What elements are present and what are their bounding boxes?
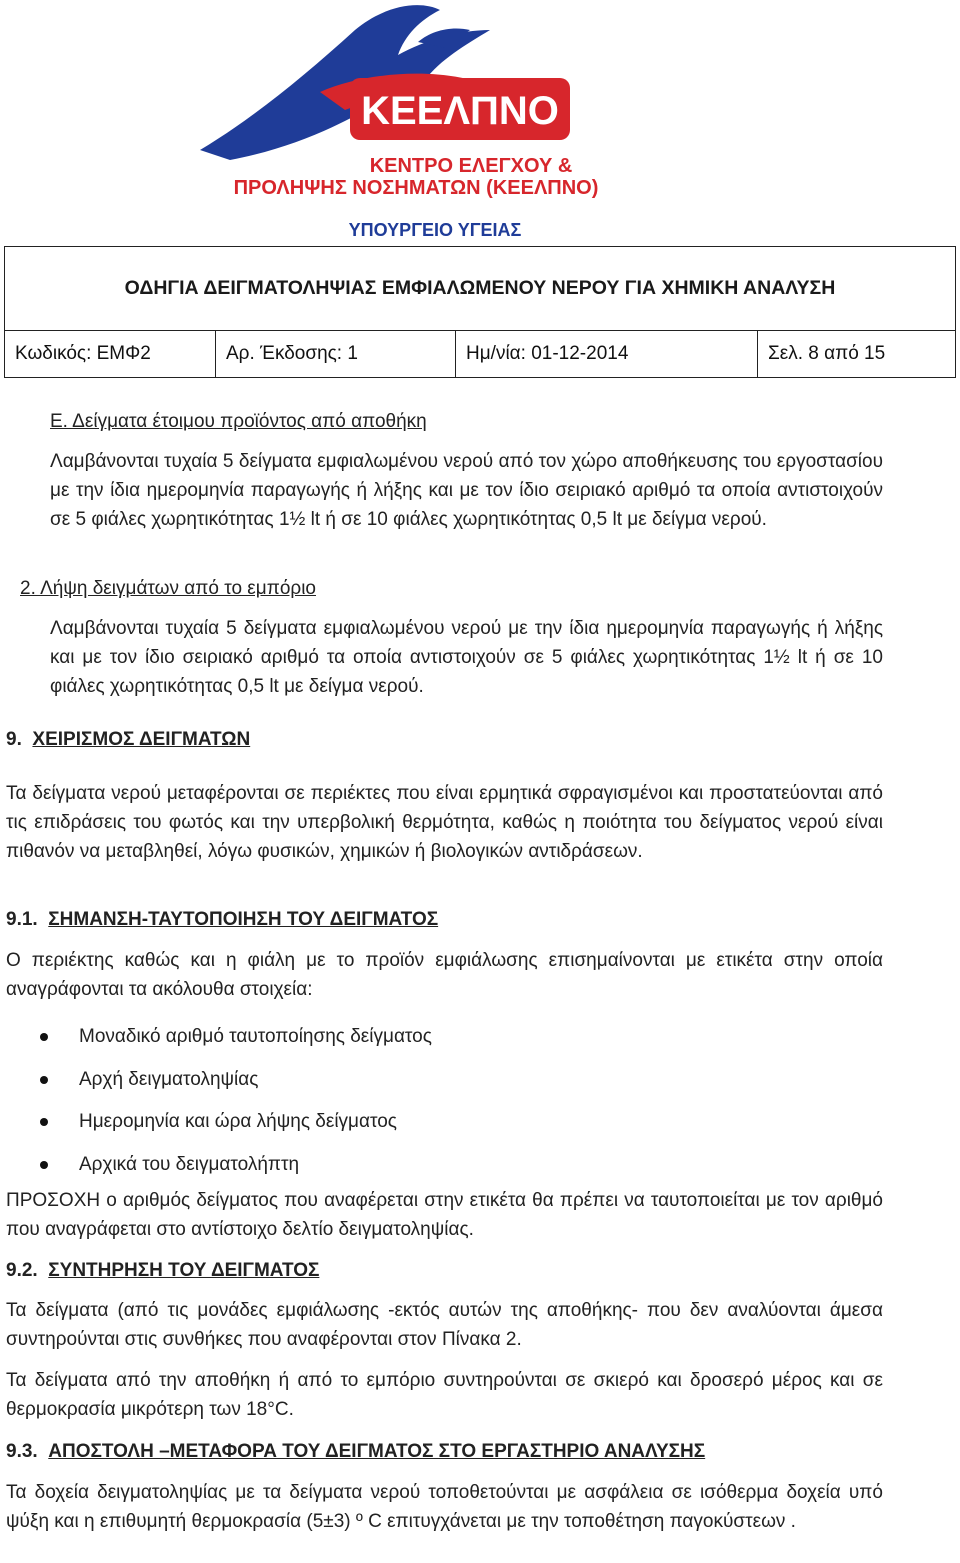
logo-line3: ΥΠΟΥΡΓΕΙΟ ΥΓΕΙΑΣ <box>348 220 522 240</box>
document-edition: Αρ. Έκδοσης: 1 <box>216 331 456 377</box>
list-item-text: Ημερομηνία και ώρα λήψης δείγματος <box>79 1111 397 1133</box>
section-92-heading <box>6 1256 319 1285</box>
section-92-text-2: Τα δείγματα από την αποθήκη ή από το εμπόριο συντηρούνται σε σκιερό και δροσερό μέρος και σε θερμοκρασία μικρότερη των 18°C. <box>6 1370 883 1420</box>
bullet-icon <box>40 1076 48 1084</box>
list-item <box>40 1059 432 1102</box>
section-92-title: ΣΥΝΤΗΡΗΣΗ ΤΟΥ ΔΕΙΓΜΑΤΟΣ <box>48 1260 320 1281</box>
section-9-text: Τα δείγματα νερού μεταφέρονται σε περιέκτες που είναι ερμητικά σφραγισμένοι και προστατεύονται από τις επιδράσεις του φωτός και την υπερβολική θερμότητα, καθώς η ποιότητα του δείγματος νερού είναι πιθανόν να μεταβληθεί, λόγω φυσικών, χημικών ή βιολογικών αντιδράσεων. <box>6 783 883 862</box>
section-2-text: Λαμβάνονται τυχαία 5 δείγματα εμφιαλωμένου νερού με την ίδια ημερομηνία παραγωγής ή λήξης και με τον ίδιο σειριακό αριθμό τα οποία αντιστοιχούν σε 5 φιάλες χωρητικότητας 1½ lt ή σε 10 φιάλες χωρητικότητας 0,5 lt με δείγμα νερού. <box>50 618 883 697</box>
list-item-text: Αρχικά του δειγματολήπτη <box>79 1153 300 1175</box>
keelpno-logo <box>170 0 715 242</box>
document-header-table <box>4 246 956 378</box>
section-e-text: Λαμβάνονται τυχαία 5 δείγματα εμφιαλωμένου νερού από τον χώρο αποθήκευσης του εργοστασίου με την ίδια ημερομηνία παραγωγής ή λήξης και με τον ίδιο σειριακό αριθμό τα οποία αντιστοιχούν σε 5 φιάλες χωρητικότητας 1½ lt ή σε 10 φιάλες χωρητικότητας 0,5 lt με δείγμα νερού. <box>50 451 883 530</box>
document-title: ΟΔΗΓΙΑ ΔΕΙΓΜΑΤΟΛΗΨΙΑΣ ΕΜΦΙΑΛΩΜΕΝΟΥ ΝΕΡΟΥ ΓΙΑ ΧΗΜΙΚΗ ΑΝΑΛΥΣΗ <box>5 247 955 331</box>
section-92-number: 9.2. <box>6 1260 38 1281</box>
section-91-title: ΣΗΜΑΝΣΗ-ΤΑΥΤΟΠΟΙΗΣΗ ΤΟΥ ΔΕΙΓΜΑΤΟΣ <box>48 909 439 930</box>
logo-line2: ΠΡΟΛΗΨΗΣ ΝΟΣΗΜΑΤΩΝ (ΚΕΕΛΠΝΟ) <box>233 177 599 199</box>
section-92-text-1: Τα δείγματα (από τις μονάδες εμφιάλωσης -εκτός αυτών της αποθήκης- που δεν αναλύονται άμεσα συντηρούνται στις συνθήκες που αναφέρονται στον Πίνακα 2. <box>6 1300 883 1350</box>
list-item <box>40 1144 432 1187</box>
bullet-icon <box>40 1033 48 1041</box>
logo-graphic <box>170 0 715 242</box>
section-91-number: 9.1. <box>6 909 38 930</box>
list-item-text: Μοναδικό αριθμό ταυτοποίησης δείγματος <box>79 1026 432 1048</box>
section-93-title: ΑΠΟΣΤΟΛΗ –ΜΕΤΑΦΟΡΑ ΤΟΥ ΔΕΙΓΜΑΤΟΣ ΣΤΟ ΕΡΓΑΣΤΗΡΙΟ ΑΝΑΛΥΣΗΣ <box>48 1441 706 1462</box>
logo-name: ΚΕΕΛΠΝΟ <box>361 89 559 133</box>
section-93-heading <box>6 1437 705 1466</box>
logo-line1: ΚΕΝΤΡΟ ΕΛΕΓΧΟΥ & <box>369 155 573 177</box>
section-e-title: Ε. Δείγματα έτοιμου προϊόντος από αποθήκη <box>50 411 427 432</box>
section-9-number: 9. <box>6 729 22 750</box>
bullet-icon <box>40 1161 48 1169</box>
section-91-heading <box>6 905 438 934</box>
bullet-icon <box>40 1118 48 1126</box>
document-date: Ημ/νία: 01-12-2014 <box>456 331 758 377</box>
section-91-note: ΠΡΟΣΟΧΗ ο αριθμός δείγματος που αναφέρεται στην ετικέτα θα πρέπει να ταυτοποιείται με τον αριθμό που αναγράφεται στο αντίστοιχο δελτίο δειγματοληψίας. <box>6 1190 883 1240</box>
section-93-number: 9.3. <box>6 1441 38 1462</box>
list-item-text: Αρχή δειγματοληψίας <box>79 1068 259 1090</box>
section-93-text: Τα δοχεία δειγματοληψίας με τα δείγματα νερού τοποθετούνται με ασφάλεια σε ισόθερμα δοχεία υπό ψύξη και η επιθυμητή θερμοκρασία (5±3) º C επιτυγχάνεται με την τοποθέτηση παγοκύστεων . <box>6 1482 883 1532</box>
list-item <box>40 1101 432 1144</box>
document-meta-row <box>5 331 955 377</box>
document-page-number: Σελ. 8 από 15 <box>768 343 886 364</box>
section-91-text: Ο περιέκτης καθώς και η φιάλη με το προϊόν εμφιάλωσης επισημαίνονται με ετικέτα στην οποία αναγράφονται τα ακόλουθα στοιχεία: <box>6 950 883 1000</box>
section-9-title: ΧΕΙΡΙΣΜΟΣ ΔΕΙΓΜΑΤΩΝ <box>32 729 251 750</box>
section-9-heading <box>6 725 250 754</box>
document-code: Κωδικός: ΕΜΦ2 <box>5 331 216 377</box>
label-fields-list <box>40 1016 432 1186</box>
section-2-title: 2. Λήψη δειγμάτων από το εμπόριο <box>20 578 316 599</box>
list-item <box>40 1016 432 1059</box>
